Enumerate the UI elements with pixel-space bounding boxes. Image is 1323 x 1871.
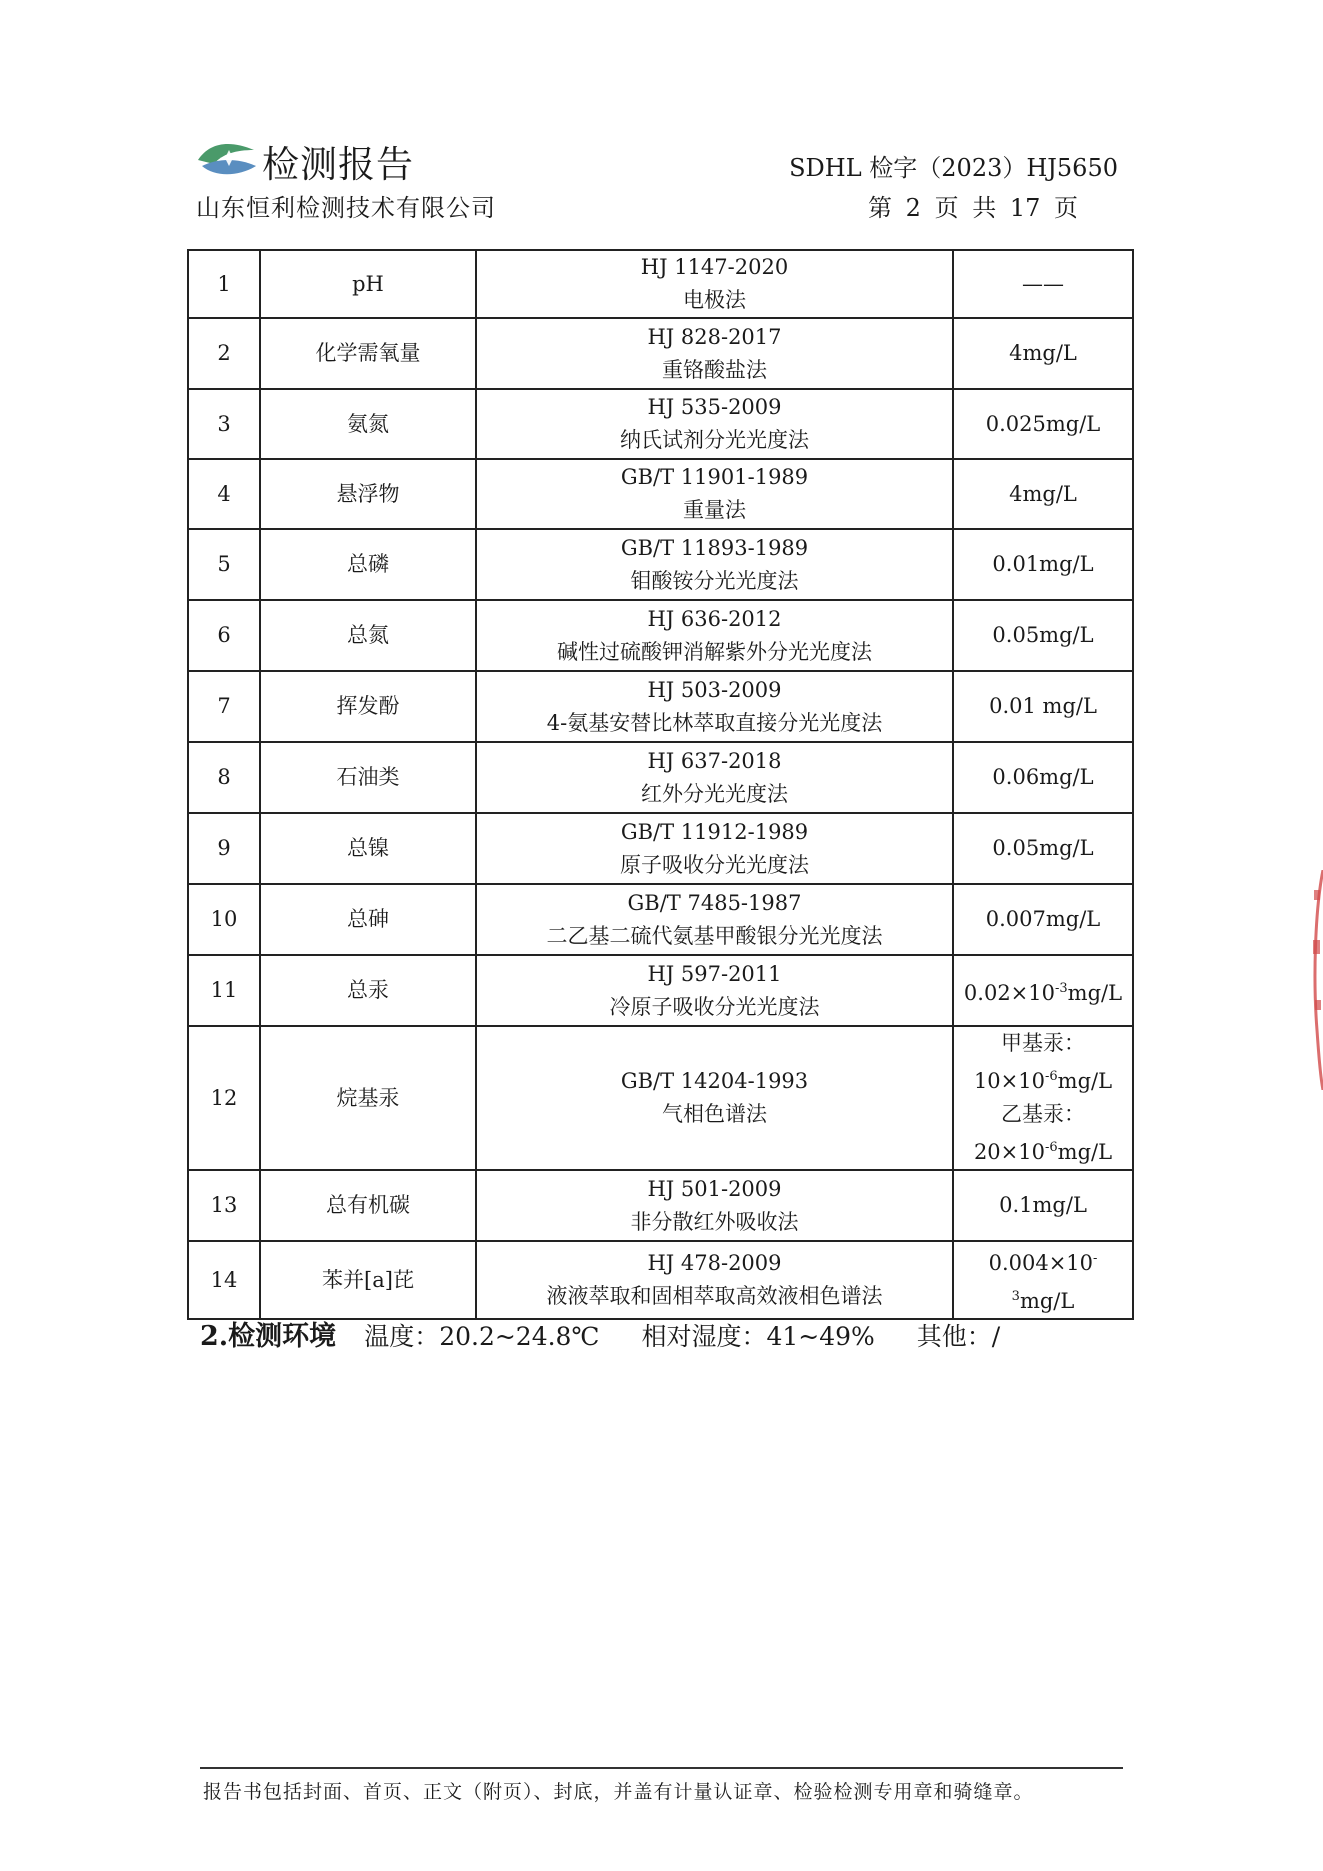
row-number: 6 xyxy=(188,600,260,671)
limit-line xyxy=(960,1131,1126,1169)
test-item: 烷基汞 xyxy=(260,1026,476,1170)
detection-limit: 0.05mg/L xyxy=(953,600,1133,671)
limit-value: 0.004×10 xyxy=(988,1251,1094,1275)
test-item: 苯并[a]芘 xyxy=(260,1241,476,1319)
detection-limit: 0.025mg/L xyxy=(953,389,1133,459)
method-cell xyxy=(476,813,953,884)
limit-unit: mg/L xyxy=(1019,1289,1075,1313)
method-standard: GB/T 7485-1987 xyxy=(627,890,802,915)
table-row xyxy=(188,742,1133,813)
table-row xyxy=(188,529,1133,600)
method-cell xyxy=(476,1026,953,1170)
method-standard: GB/T 11912-1989 xyxy=(620,819,809,844)
table-row xyxy=(188,318,1133,389)
limit-label: 乙基汞： xyxy=(1001,1102,1085,1126)
method-name: 非分散红外吸收法 xyxy=(630,1209,799,1234)
table-row xyxy=(188,1241,1133,1319)
method-standard: HJ 478-2009 xyxy=(647,1251,782,1275)
detection-limit: 0.007mg/L xyxy=(953,884,1133,955)
method-name: 电极法 xyxy=(683,288,746,312)
table-row xyxy=(188,955,1133,1026)
method-name: 二乙基二硫代氨基甲酸银分光光度法 xyxy=(546,923,883,948)
method-cell xyxy=(476,389,953,459)
limit-value: 0.02×10 xyxy=(963,980,1055,1005)
method-cell xyxy=(476,529,953,600)
test-item: 悬浮物 xyxy=(260,459,476,529)
test-item: 石油类 xyxy=(260,742,476,813)
method-standard: HJ 535-2009 xyxy=(647,395,782,419)
row-number: 4 xyxy=(188,459,260,529)
method-name: 原子吸收分光光度法 xyxy=(620,852,809,877)
detection-limit xyxy=(953,955,1133,1026)
detection-limit: 4mg/L xyxy=(953,459,1133,529)
limit-exponent: -3 xyxy=(1011,1251,1098,1304)
test-item: 挥发酚 xyxy=(260,671,476,742)
table-row xyxy=(188,813,1133,884)
row-number: 11 xyxy=(188,955,260,1026)
limit-unit: mg/L xyxy=(1067,980,1123,1005)
method-standard: HJ 828-2017 xyxy=(647,324,782,349)
test-methods-table xyxy=(187,249,1134,1320)
row-number: 14 xyxy=(188,1241,260,1319)
test-item: pH xyxy=(260,250,476,318)
method-cell xyxy=(476,1241,953,1319)
table-row xyxy=(188,884,1133,955)
method-name: 4-氨基安替比林萃取直接分光光度法 xyxy=(546,710,883,735)
method-cell xyxy=(476,742,953,813)
table-row xyxy=(188,250,1133,318)
limit-value: 20×10 xyxy=(973,1140,1045,1164)
seal-fragment-icon xyxy=(1311,870,1323,1090)
limit-exponent: -3 xyxy=(1055,980,1068,996)
row-number: 8 xyxy=(188,742,260,813)
method-standard: HJ 501-2009 xyxy=(647,1176,782,1201)
method-standard: HJ 1147-2020 xyxy=(640,255,789,279)
detection-limit: 0.01 mg/L xyxy=(953,671,1133,742)
row-number: 13 xyxy=(188,1170,260,1241)
method-name: 重铬酸盐法 xyxy=(662,357,767,382)
test-item: 总汞 xyxy=(260,955,476,1026)
method-cell xyxy=(476,459,953,529)
method-name: 冷原子吸收分光光度法 xyxy=(609,994,820,1019)
page-indicator: 第 2 页 共 17 页 xyxy=(868,194,1078,222)
method-cell xyxy=(476,884,953,955)
test-item: 总砷 xyxy=(260,884,476,955)
method-standard: HJ 503-2009 xyxy=(647,677,782,702)
method-cell xyxy=(476,671,953,742)
test-environment xyxy=(200,1314,1000,1353)
footer-divider xyxy=(200,1767,1123,1769)
table-row xyxy=(188,389,1133,459)
method-standard: HJ 637-2018 xyxy=(647,748,782,773)
temperature-text: 温度：20.2~24.8℃ xyxy=(364,1322,600,1351)
test-item: 化学需氧量 xyxy=(260,318,476,389)
method-name: 液液萃取和固相萃取高效液相色谱法 xyxy=(546,1284,883,1308)
company-name: 山东恒利检测技术有限公司 xyxy=(196,194,496,222)
test-item: 氨氮 xyxy=(260,389,476,459)
detection-limit: 4mg/L xyxy=(953,318,1133,389)
method-cell xyxy=(476,318,953,389)
method-standard: GB/T 11893-1989 xyxy=(620,535,809,560)
method-standard: GB/T 14204-1993 xyxy=(620,1069,809,1093)
table-row xyxy=(188,671,1133,742)
method-cell xyxy=(476,600,953,671)
method-cell xyxy=(476,955,953,1026)
detection-limit xyxy=(953,1026,1133,1170)
row-number: 1 xyxy=(188,250,260,318)
limit-exponent: -6 xyxy=(1044,1140,1058,1155)
company-logo-icon xyxy=(196,136,258,180)
method-cell xyxy=(476,1170,953,1241)
detection-limit: —— xyxy=(953,250,1133,318)
method-name: 碱性过硫酸钾消解紫外分光光度法 xyxy=(557,639,872,664)
method-standard: HJ 636-2012 xyxy=(647,606,782,631)
other-text: 其他：/ xyxy=(916,1322,1001,1351)
test-item: 总磷 xyxy=(260,529,476,600)
limit-value: 10×10 xyxy=(973,1069,1045,1093)
row-number: 10 xyxy=(188,884,260,955)
footer-note: 报告书包括封面、首页、正文（附页）、封底，并盖有计量认证章、检验检测专用章和骑缝章。 xyxy=(203,1781,1034,1803)
method-standard: GB/T 11901-1989 xyxy=(620,465,809,489)
row-number: 5 xyxy=(188,529,260,600)
limit-line xyxy=(960,1060,1126,1098)
table-row xyxy=(188,1026,1133,1170)
detection-limit: 0.06mg/L xyxy=(953,742,1133,813)
table-row xyxy=(188,1170,1133,1241)
row-number: 3 xyxy=(188,389,260,459)
table-row xyxy=(188,459,1133,529)
test-item: 总有机碳 xyxy=(260,1170,476,1241)
method-name: 纳氏试剂分光光度法 xyxy=(620,428,809,452)
test-item: 总氮 xyxy=(260,600,476,671)
method-standard: HJ 597-2011 xyxy=(647,961,782,986)
method-cell xyxy=(476,250,953,318)
detection-limit: 0.01mg/L xyxy=(953,529,1133,600)
method-name: 红外分光光度法 xyxy=(641,781,788,806)
method-name: 重量法 xyxy=(683,498,746,522)
detection-limit xyxy=(953,1241,1133,1319)
detection-limit: 0.1mg/L xyxy=(953,1170,1133,1241)
row-number: 2 xyxy=(188,318,260,389)
method-name: 钼酸铵分光光度法 xyxy=(630,568,799,593)
method-name: 气相色谱法 xyxy=(662,1102,767,1126)
row-number: 12 xyxy=(188,1026,260,1170)
row-number: 7 xyxy=(188,671,260,742)
detection-limit: 0.05mg/L xyxy=(953,813,1133,884)
section-title: 2.检测环境 xyxy=(200,1321,337,1352)
row-number: 9 xyxy=(188,813,260,884)
report-title: 检测报告 xyxy=(262,143,414,186)
limit-unit: mg/L xyxy=(1057,1140,1113,1164)
table-row xyxy=(188,600,1133,671)
limit-exponent: -6 xyxy=(1044,1069,1058,1084)
test-item: 总镍 xyxy=(260,813,476,884)
humidity-text: 相对湿度：41~49% xyxy=(641,1322,875,1351)
report-number: SDHL 检字（2023）HJ5650 xyxy=(789,154,1118,182)
limit-unit: mg/L xyxy=(1057,1069,1113,1093)
limit-label: 甲基汞： xyxy=(1001,1031,1085,1055)
